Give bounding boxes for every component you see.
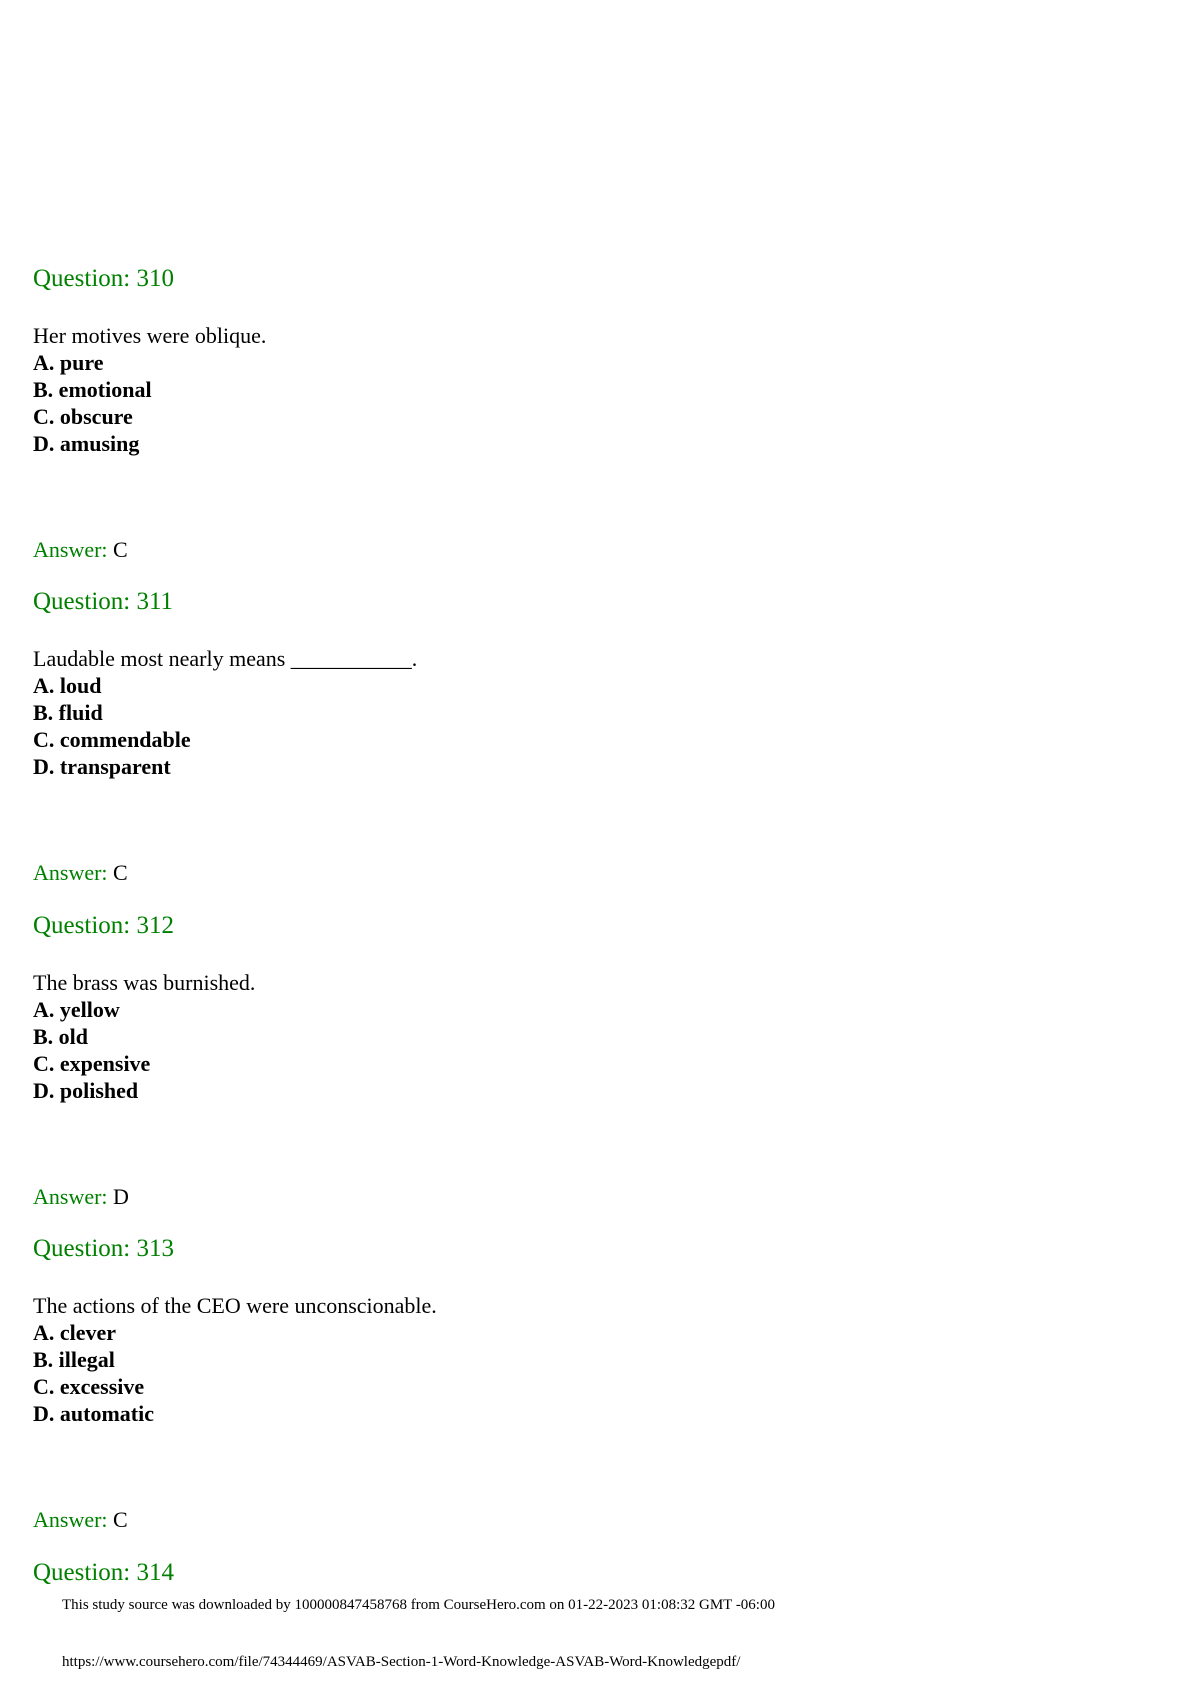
option-a: A. loud bbox=[33, 673, 102, 698]
answer-value: C bbox=[113, 860, 128, 885]
answer-label: Answer: bbox=[33, 1507, 108, 1532]
option-b: B. old bbox=[33, 1024, 89, 1049]
option-d: D. polished bbox=[33, 1078, 139, 1103]
option-list bbox=[33, 672, 191, 780]
option-list bbox=[33, 996, 150, 1104]
download-notice: This study source was downloaded by 100000847458768 from CourseHero.com on 01-22-2023 01:08:32 GMT -06:00 bbox=[62, 1597, 775, 1613]
answer-label: Answer: bbox=[33, 537, 108, 562]
answer-label: Answer: bbox=[33, 860, 108, 885]
source-url-link[interactable]: https://www.coursehero.com/file/74344469/ASVAB-Section-1-Word-Knowledge-ASVAB-Word-Knowledgepdf/ bbox=[62, 1654, 741, 1670]
question-title: Question: 311 bbox=[33, 588, 174, 615]
answer bbox=[33, 1506, 128, 1533]
question-stem: The actions of the CEO were unconscionable. bbox=[33, 1293, 437, 1318]
answer bbox=[33, 1183, 129, 1210]
question-stem: The brass was burnished. bbox=[33, 970, 256, 995]
option-list bbox=[33, 1319, 154, 1427]
answer-value: D bbox=[113, 1184, 129, 1209]
answer bbox=[33, 859, 128, 886]
option-c: C. excessive bbox=[33, 1374, 145, 1399]
answer-value: C bbox=[113, 537, 128, 562]
option-d: D. amusing bbox=[33, 431, 140, 456]
option-a: A. yellow bbox=[33, 997, 120, 1022]
option-a: A. clever bbox=[33, 1320, 117, 1345]
question-stem: Her motives were oblique. bbox=[33, 323, 267, 348]
option-c: C. expensive bbox=[33, 1051, 151, 1076]
option-list bbox=[33, 349, 152, 457]
question-title: Question: 314 bbox=[33, 1559, 174, 1586]
answer-value: C bbox=[113, 1507, 128, 1532]
option-b: B. fluid bbox=[33, 700, 103, 725]
option-c: C. obscure bbox=[33, 404, 133, 429]
question-title: Question: 310 bbox=[33, 265, 174, 292]
answer-label: Answer: bbox=[33, 1184, 108, 1209]
option-b: B. emotional bbox=[33, 377, 152, 402]
option-d: D. automatic bbox=[33, 1401, 154, 1426]
option-b: B. illegal bbox=[33, 1347, 115, 1372]
answer bbox=[33, 536, 128, 563]
option-c: C. commendable bbox=[33, 727, 191, 752]
question-title: Question: 312 bbox=[33, 912, 174, 939]
option-d: D. transparent bbox=[33, 754, 171, 779]
question-stem: Laudable most nearly means ___________. bbox=[33, 646, 418, 671]
question-title: Question: 313 bbox=[33, 1235, 174, 1262]
option-a: A. pure bbox=[33, 350, 104, 375]
